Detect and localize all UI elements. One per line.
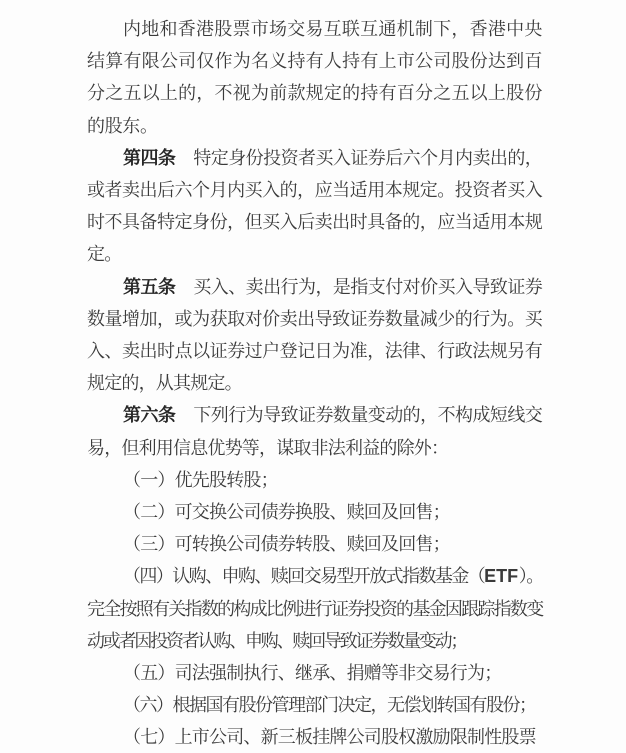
article-6-text: 下列行为导致证券数量变动的，不构成短线交易，但利用信息优势等，谋取非法利益的除外： xyxy=(87,405,542,458)
paragraph-article-4 xyxy=(87,142,542,271)
article-5-text: 买入、卖出行为，是指支付对价买入导致证券数量增加，或为获取对价卖出导致证券数量减少的行为。买入、卖出时点以证券过户登记日为准，法律、行政法规另有规定的，从其规定。 xyxy=(87,276,542,394)
list-item-6: （六）根据国有股份管理部门决定，无偿划转国有股份； xyxy=(123,695,536,716)
list-item-4 xyxy=(87,560,542,657)
article-4-text: 特定身份投资者买入证券后六个月内卖出的，或者卖出后六个月内买入的，应当适用本规定。投资者买入时不具备特定身份，但买入后卖出时具备的，应当适用本规定。 xyxy=(87,147,542,265)
paragraph-article-5 xyxy=(87,271,542,400)
list-item-2: （二）可交换公司债券换股、赎回及回售； xyxy=(123,502,450,523)
list-item-1: （一）优先股转股； xyxy=(123,469,278,490)
article-4-label: 第四条 xyxy=(123,147,176,168)
list-item-4-text-post: ）。完全按照有关指数的构成比例进行证券投资的基金因跟踪指数变动或者因投资者认购、申购、赎回导致证券数量变动； xyxy=(87,566,542,651)
paragraph-continuation: 内地和香港股票市场交易互联互通机制下，香港中央结算有限公司仅作为名义持有人持有上市公司股份达到百分之五以上的，不视为前款规定的持有百分之五以上股份的股东。 xyxy=(87,19,542,136)
list-item-3: （三）可转换公司债券转股、赎回及回售； xyxy=(123,534,450,555)
paragraph-article-6 xyxy=(87,399,542,463)
list-item-5: （五）司法强制执行、继承、捐赠等非交易行为； xyxy=(123,663,502,684)
list-item-4-text-pre: （四）认购、申购、赎回交易型开放式指数基金（ xyxy=(123,566,485,587)
article-6-label: 第六条 xyxy=(123,405,176,426)
article-5-label: 第五条 xyxy=(123,276,176,297)
document-body xyxy=(87,13,542,753)
list-item-7: （七）上市公司、新三板挂牌公司股权激励限制性股票 xyxy=(123,727,536,748)
etf-acronym: ETF xyxy=(484,566,519,587)
